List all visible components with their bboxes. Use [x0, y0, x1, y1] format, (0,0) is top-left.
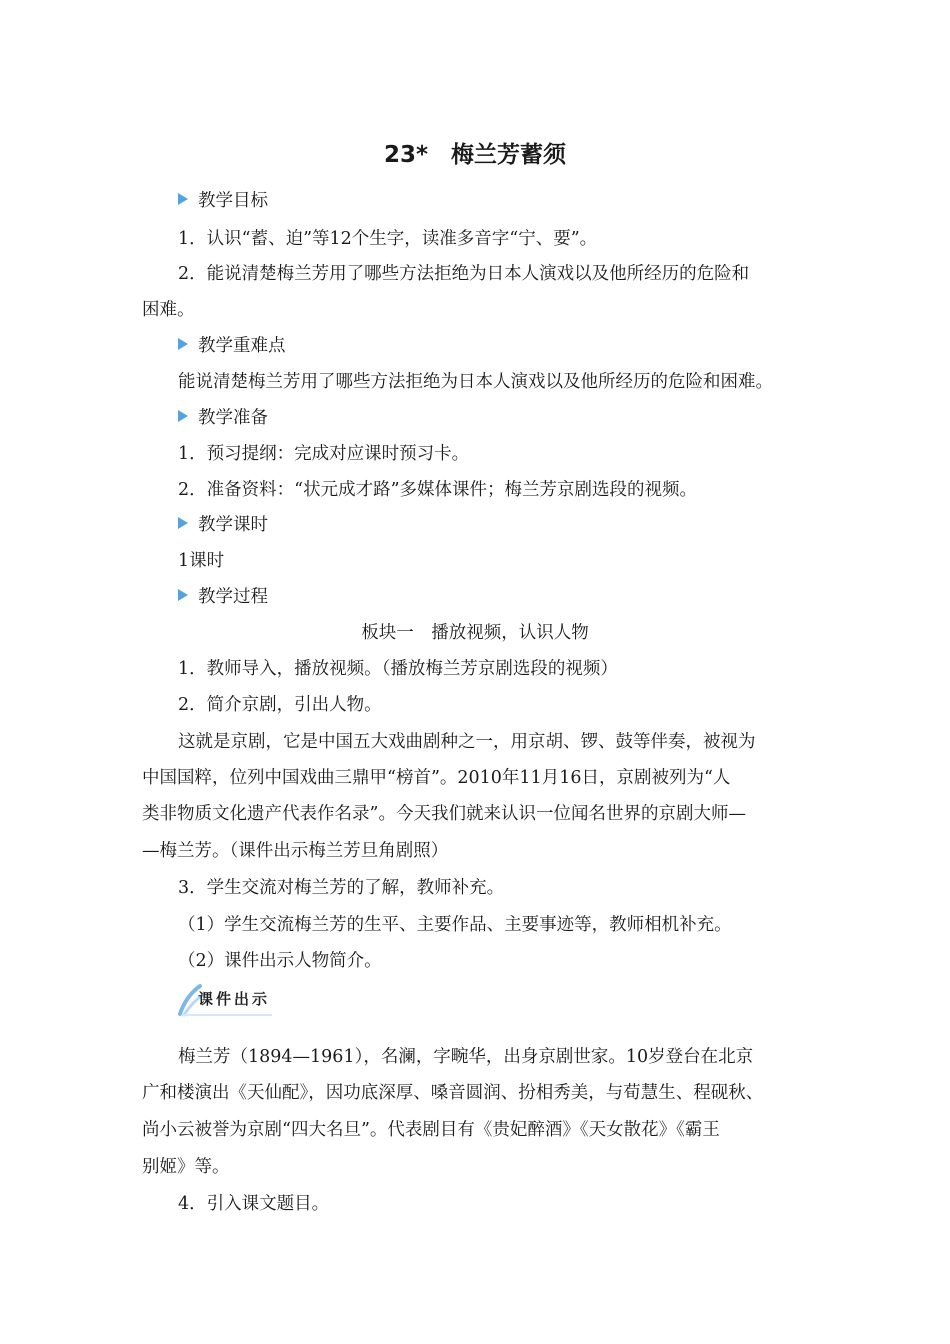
triangle-marker-icon: [178, 193, 188, 205]
section-preparation: [178, 405, 268, 431]
block-title: 板块一 播放视频，认识人物: [361, 623, 589, 643]
intro-paragraph-line-3: 类非物质文化遗产代表作名录”。今天我们就来认识一位闻名世界的京剧大师—: [142, 804, 746, 824]
section-class-hours: [178, 512, 268, 538]
intro-paragraph-line-1: 这就是京剧，它是中国五大戏曲剧种之一，用京胡、锣、鼓等伴奏，被视为: [178, 732, 756, 752]
process-step-3: 3．学生交流对梅兰芳的了解，教师补充。: [178, 878, 505, 898]
goal-item-2-line-2: 困难。: [142, 300, 195, 320]
process-step-4: 4．引入课文题目。: [178, 1194, 330, 1214]
goal-item-2-line-1: 2．能说清楚梅兰芳用了哪些方法拒绝为日本人演戏以及他所经历的危险和: [178, 264, 750, 284]
class-hours-text: 1课时: [178, 551, 225, 571]
intro-paragraph-line-2: 中国国粹，位列中国戏曲三鼎甲“榜首”。2010年11月16日，京剧被列为“人: [142, 768, 731, 788]
courseware-badge: [176, 982, 286, 1018]
triangle-marker-icon: [178, 338, 188, 350]
preparation-item-2: 2．准备资料：“状元成才路”多媒体课件；梅兰芳京剧选段的视频。: [178, 480, 698, 500]
section-heading: 教学课时: [198, 515, 268, 535]
process-step-1: 1．教师导入，播放视频。（播放梅兰芳京剧选段的视频）: [178, 659, 618, 679]
key-points-text: 能说清楚梅兰芳用了哪些方法拒绝为日本人演戏以及他所经历的危险和困难。: [178, 372, 773, 392]
section-heading: 教学过程: [198, 587, 268, 607]
bio-line-3: 尚小云被誉为京剧“四大名旦”。代表剧目有《贵妃醉酒》《天女散花》《霸王: [142, 1120, 720, 1140]
process-sub-item-2: （2）课件出示人物简介。: [178, 951, 382, 971]
goal-item-1: 1．认识“蓄、迫”等12个生字，读准多音字“宁、要”。: [178, 229, 598, 249]
section-teaching-goals: [178, 188, 268, 214]
page-title: 23* 梅兰芳蓄须: [383, 142, 567, 168]
preparation-item-1: 1．预习提纲：完成对应课时预习卡。: [178, 444, 470, 464]
bio-line-2: 广和楼演出《天仙配》，因功底深厚、嗓音圆润、扮相秀美，与荀慧生、程砚秋、: [142, 1083, 764, 1103]
intro-paragraph-line-4: —梅兰芳。（课件出示梅兰芳旦角剧照）: [142, 841, 449, 861]
triangle-marker-icon: [178, 589, 188, 601]
triangle-marker-icon: [178, 410, 188, 422]
bio-line-4: 别姬》等。: [142, 1157, 230, 1177]
process-sub-item-1: （1）学生交流梅兰芳的生平、主要作品、主要事迹等，教师相机补充。: [178, 915, 732, 935]
triangle-marker-icon: [178, 517, 188, 529]
section-heading: 教学重难点: [198, 336, 286, 356]
section-heading: 教学目标: [198, 191, 268, 211]
process-step-2: 2．简介京剧，引出人物。: [178, 695, 382, 715]
bio-line-1: 梅兰芳（1894—1961），名澜，字畹华，出身京剧世家。10岁登台在北京: [178, 1047, 754, 1067]
courseware-badge-label: 课件出示: [198, 990, 271, 1008]
section-teaching-process: [178, 584, 268, 610]
section-heading: 教学准备: [198, 408, 268, 428]
section-key-points: [178, 333, 286, 359]
